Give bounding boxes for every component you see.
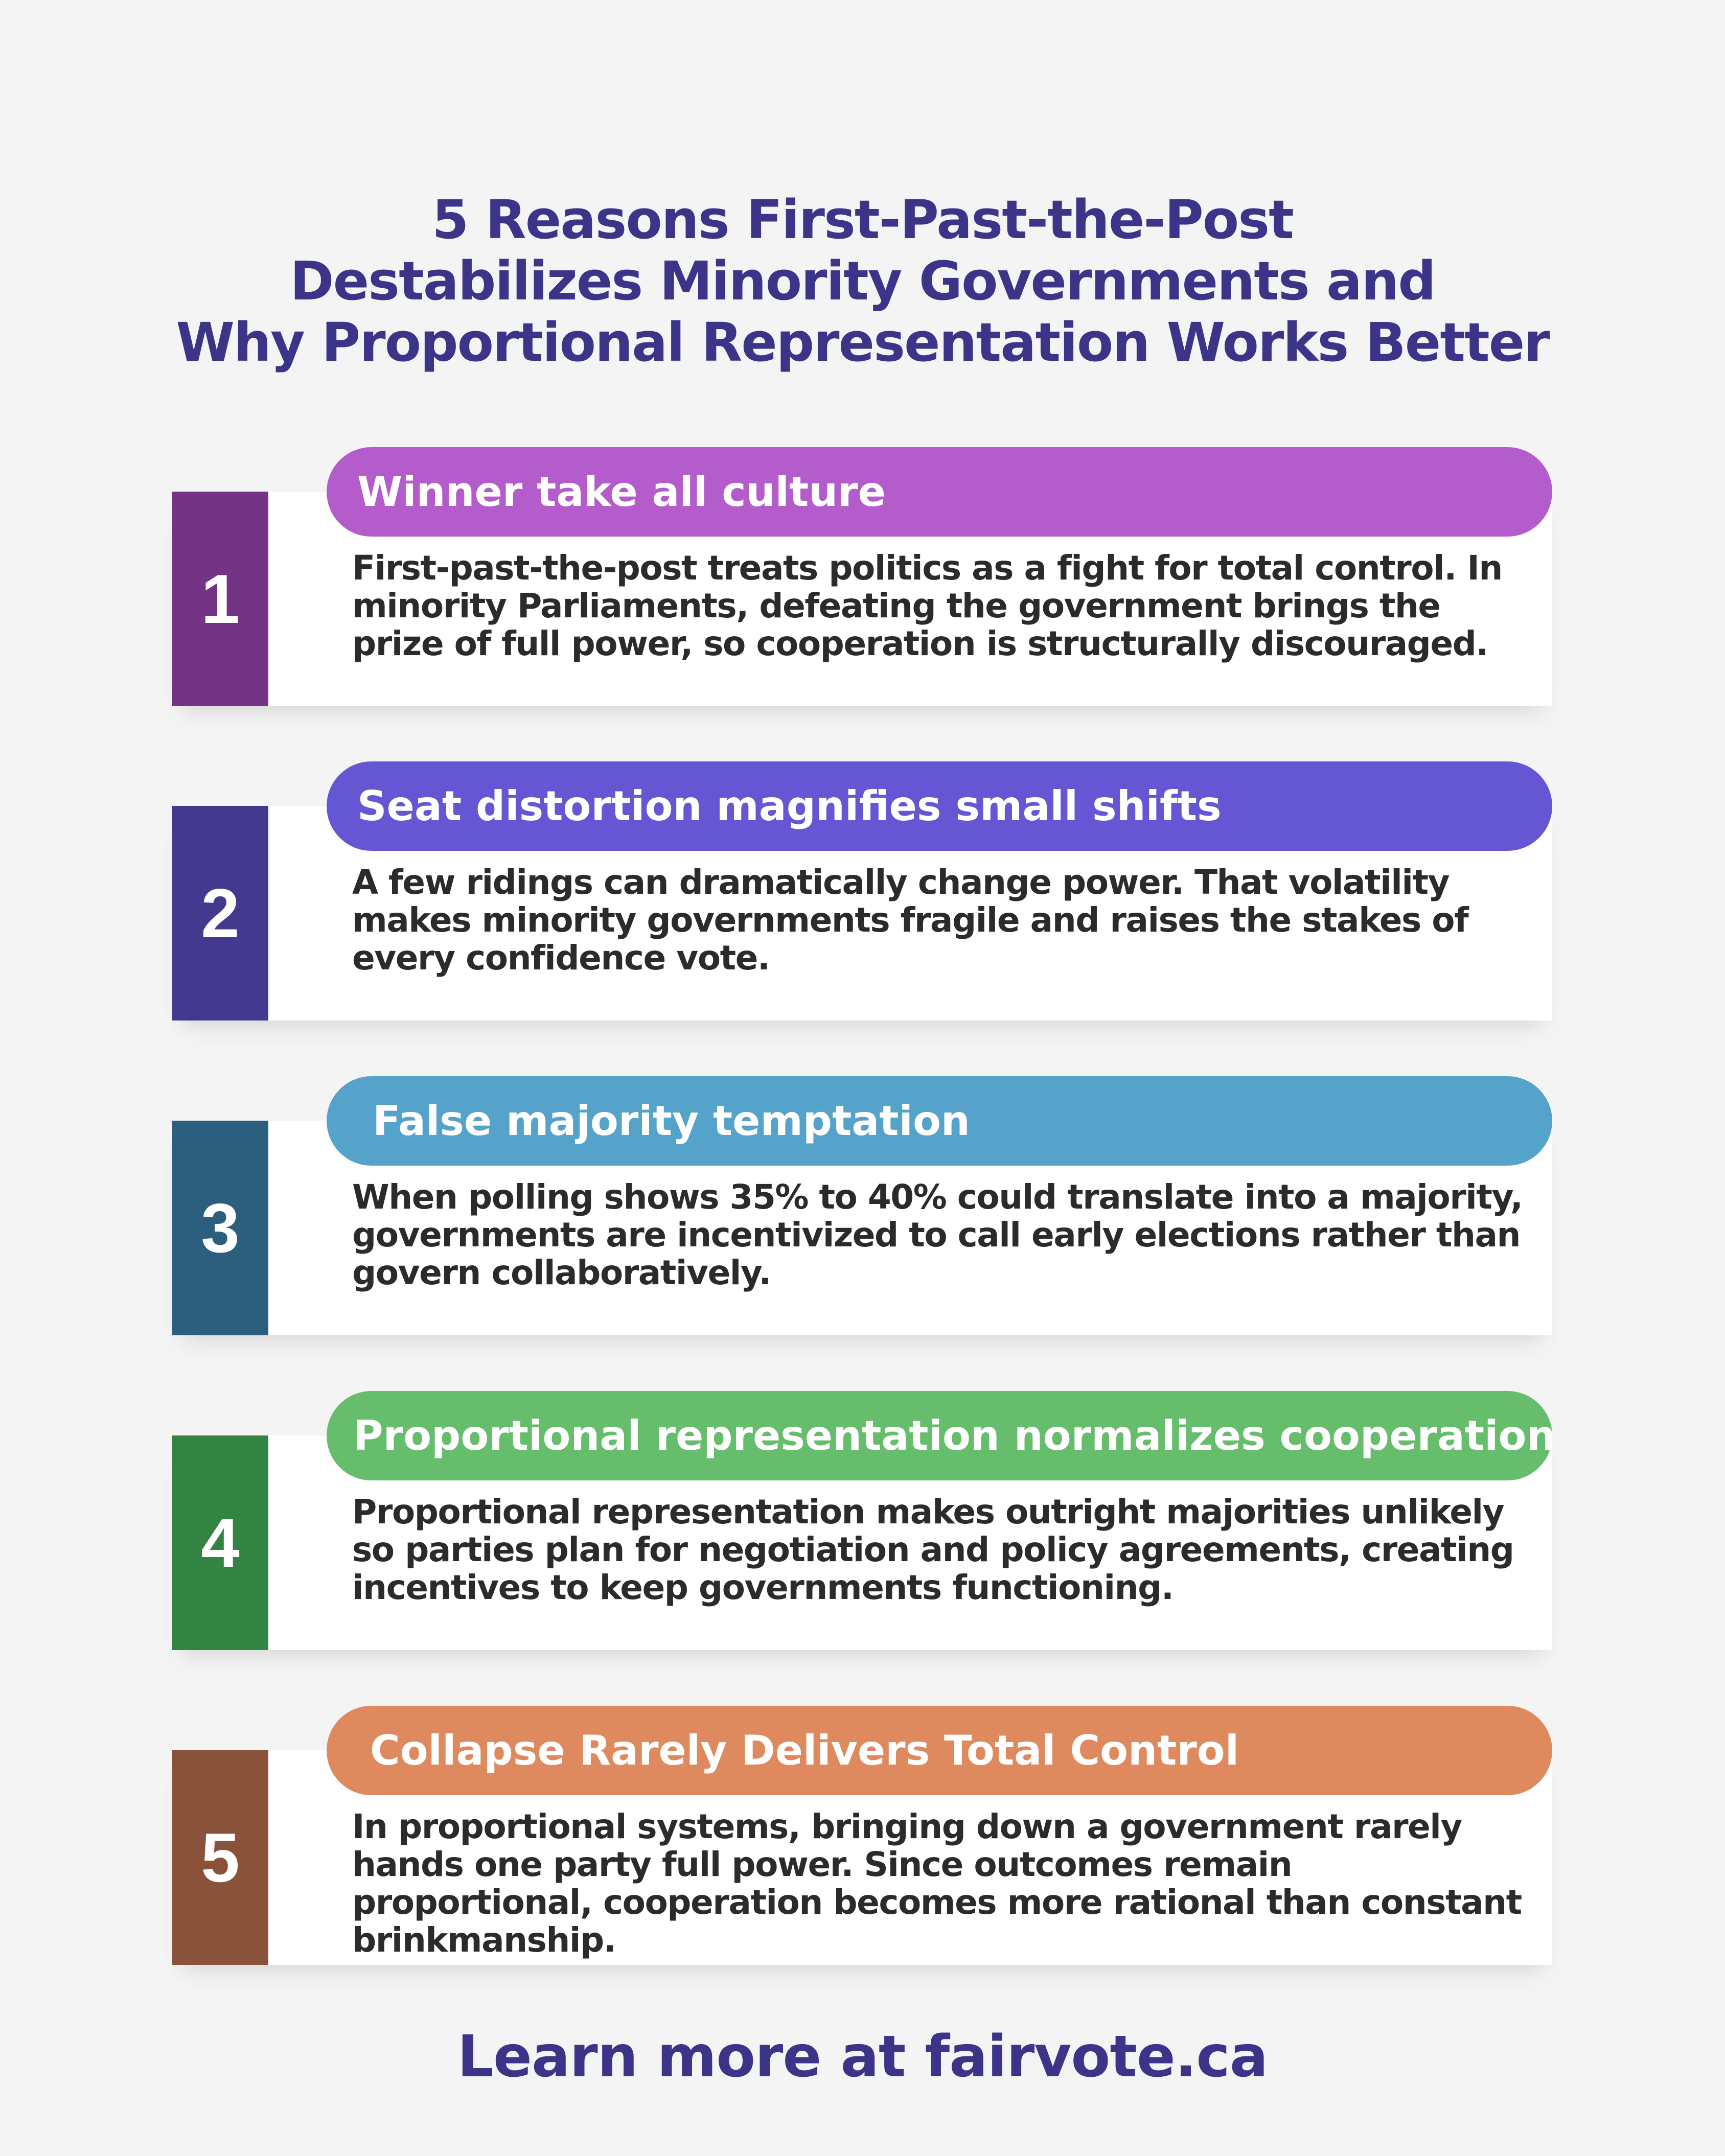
reason-body-text: When polling shows 35% to 40% could translate into a majority, governments are incentivized to call early elections rather than govern collaboratively. [352,1177,1523,1292]
reason-number-block: 3 [172,1121,268,1335]
reason-body-text: First-past-the-post treats politics as a fight for total control. In minority Parliaments, defeating the government brings the prize of full power, so cooperation is structurally discouraged. [352,548,1502,663]
reason-number-block: 4 [172,1435,268,1650]
title-line-1: 5 Reasons First-Past-the-Post [432,189,1293,251]
reason-number-block: 2 [172,806,268,1021]
reason-item-4 [172,1391,1556,1657]
page-title [0,189,1725,373]
reason-body-text: Proportional representation makes outright majorities unlikely so parties plan for negotiation and policy agreements, creating incentives to keep governments functioning. [352,1492,1514,1607]
reason-body-text: In proportional systems, bringing down a government rarely hands one party full power. Since outcomes remain proportional, cooperation becomes more rational than constant brinkmanship. [352,1807,1522,1960]
reason-item-3 [172,1076,1552,1342]
reason-heading-pill: Seat distortion magnifies small shifts [327,761,1552,851]
reason-item-5 [172,1706,1552,1972]
reason-heading-pill: Proportional representation normalizes cooperation [327,1391,1552,1480]
reason-heading-pill: False majority temptation [327,1076,1552,1166]
reason-item-1 [172,447,1552,713]
reason-heading-pill: Collapse Rarely Delivers Total Control [327,1706,1552,1795]
reason-body-text: A few ridings can dramatically change power. That volatility makes minority governments fragile and raises the stakes of every confidence vote. [352,863,1468,978]
title-line-3: Why Proportional Representation Works Better [176,311,1549,374]
title-line-2: Destabilizes Minority Governments and [290,250,1435,312]
reason-item-2 [172,761,1552,1027]
reason-number-block: 1 [172,492,268,706]
reason-heading-pill: Winner take all culture [327,447,1552,537]
footer-link[interactable]: Learn more at fairvote.ca [457,2024,1268,2090]
reason-number-block: 5 [172,1750,268,1965]
